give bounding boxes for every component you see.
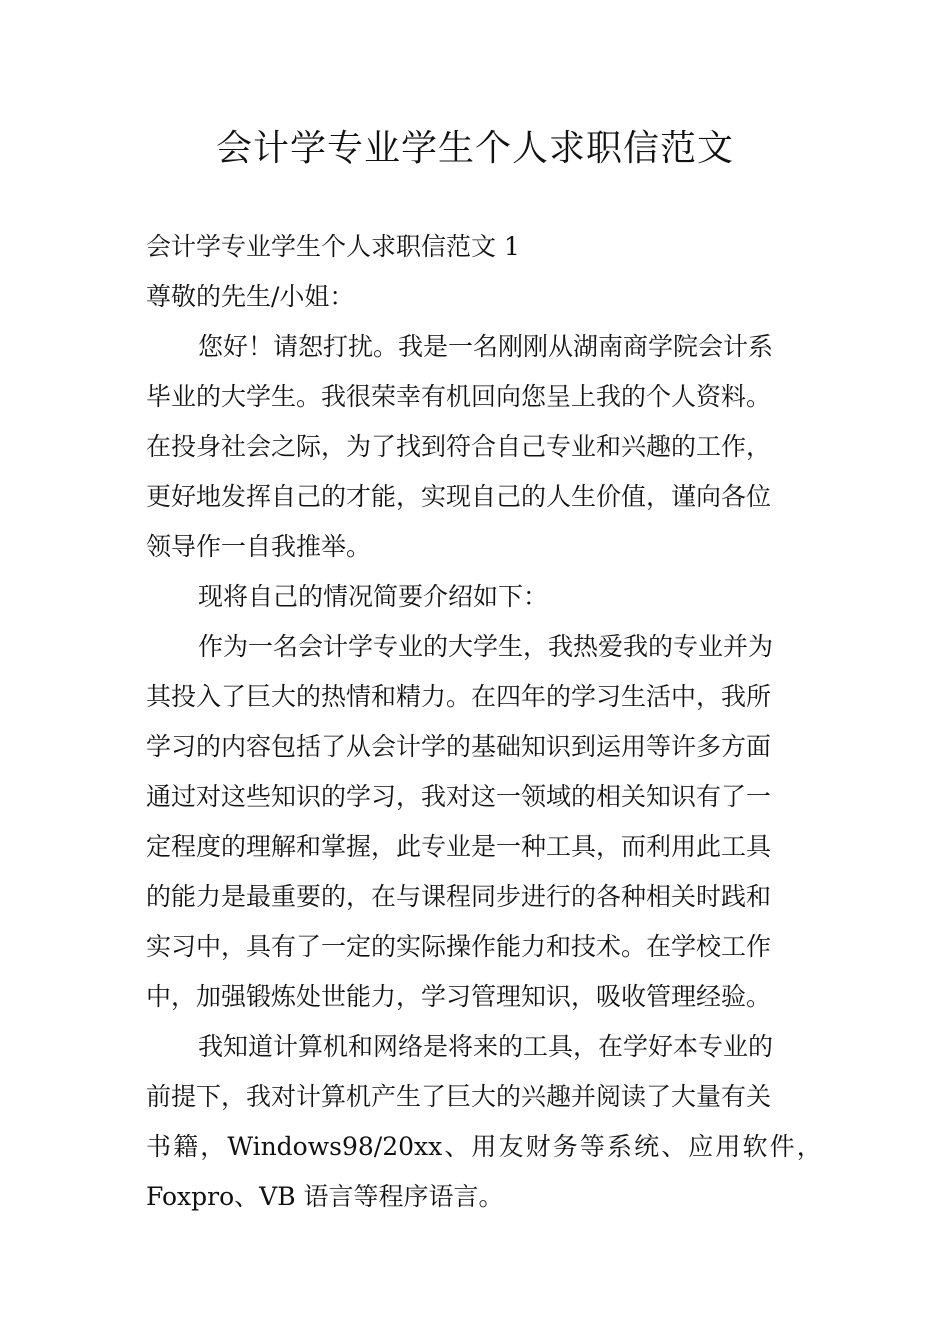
paragraph-line: 更好地发挥自己的才能，实现自己的人生价值，谨向各位 <box>146 482 772 511</box>
paragraph-line: 我知道计算机和网络是将来的工具，在学好本专业的 <box>198 1032 774 1061</box>
text-fragment: 软 <box>742 1132 768 1161</box>
text-fragment: 书 <box>146 1132 172 1161</box>
document-body <box>146 222 822 1222</box>
text-fragment: 统 <box>634 1132 660 1161</box>
paragraph-line: 中，加强锻炼处世能力，学习管理知识，吸收管理经验。 <box>146 982 772 1011</box>
paragraph-line: 定程度的理解和掌握，此专业是一种工具，而利用此工具 <box>146 832 772 861</box>
text-fragment: ， <box>796 1132 822 1161</box>
document-title: 会计学专业学生个人求职信范文 <box>215 128 734 169</box>
text-fragment: ， <box>200 1132 226 1161</box>
paragraph-line: 学习的内容包括了从会计学的基础知识到运用等许多方面 <box>146 732 772 761</box>
text-fragment: 籍 <box>173 1132 199 1161</box>
paragraph-line: 在投身社会之际，为了找到符合自己专业和兴趣的工作， <box>146 432 772 461</box>
section-heading: 会计学专业学生个人求职信范文 1 <box>146 232 520 261</box>
text-fragment: 等 <box>579 1132 605 1161</box>
text-fragment: 应 <box>688 1132 714 1161</box>
justified-paragraph-line <box>146 1122 822 1172</box>
paragraph-line: 作为一名会计学专业的大学生，我热爱我的专业并为 <box>198 632 774 661</box>
paragraph-line: 您好！请恕打扰。我是一名刚刚从湖南商学院会计系 <box>198 332 774 361</box>
text-fragment: 、 <box>661 1132 687 1161</box>
text-fragment: 财 <box>525 1132 551 1161</box>
paragraph-line: Foxpro、VB 语言等程序语言。 <box>146 1182 504 1211</box>
paragraph-line: 领导作一自我推举。 <box>146 532 372 561</box>
paragraph-line: 其投入了巨大的热情和精力。在四年的学习生活中，我所 <box>146 682 772 711</box>
text-fragment: 用 <box>715 1132 741 1161</box>
text-fragment: 友 <box>498 1132 524 1161</box>
paragraph-line: 毕业的大学生。我很荣幸有机回向您呈上我的个人资料。 <box>146 382 772 411</box>
paragraph-line: 通过对这些知识的学习，我对这一领域的相关知识有了一 <box>146 782 772 811</box>
salutation: 尊敬的先生/小姐： <box>146 282 355 311</box>
paragraph-line: 实习中，具有了一定的实际操作能力和技术。在学校工作 <box>146 932 772 961</box>
text-fragment: Windows98/20xx <box>227 1132 443 1161</box>
text-fragment: 、 <box>444 1132 470 1161</box>
paragraph-line: 前提下，我对计算机产生了巨大的兴趣并阅读了大量有关 <box>146 1082 772 1111</box>
text-fragment: 务 <box>552 1132 578 1161</box>
text-fragment: 件 <box>769 1132 795 1161</box>
paragraph-line: 的能力是最重要的，在与课程同步进行的各种相关时践和 <box>146 882 772 911</box>
text-fragment: 用 <box>471 1132 497 1161</box>
paragraph-line: 现将自己的情况简要介绍如下： <box>198 582 549 611</box>
text-fragment: 系 <box>606 1132 632 1161</box>
